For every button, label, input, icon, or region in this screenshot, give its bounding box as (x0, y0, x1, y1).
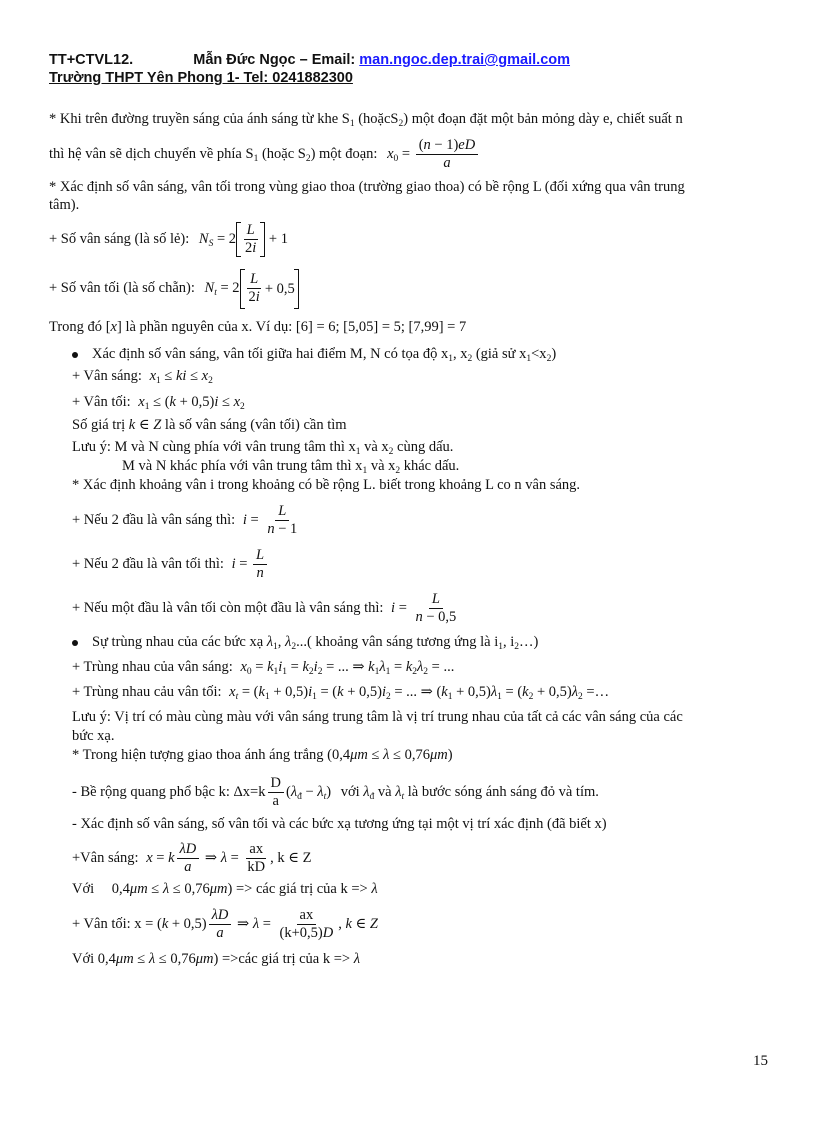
formula-mixed: + Nếu một đầu là vân tối còn một đầu là vân sáng thì: i = $\frac{L}{n - 0,5}$ (72, 591, 457, 626)
note-central-color-cont: bức xạ. (72, 728, 115, 744)
range-bright: Với 0,4μm ≤ λ ≤ 0,76μm) => các giá trị của k => λ (72, 881, 378, 897)
note-central-color: Lưu ý: Vị trí có màu cùng màu với vân sáng trung tâm là vị trí trung nhau của tất cả các vân sáng của các (72, 709, 683, 725)
para-shift-formula: thì hệ vân sẽ dịch chuyển về phía $S_1$ (hoặc $S_2$) một đoạn: $x_0$ = $\frac{(n - 1)eD}{a}$ (49, 134, 480, 174)
note-opposite-side: M và N khác phía với vân trung tâm thì $x_1$ và $x_2$ khác dấu. (122, 458, 460, 476)
range-dark: Với 0,4μm ≤ λ ≤ 0,76μm) =>các giá trị của k => λ (72, 951, 361, 967)
bullet-between-points: Xác định số vân sáng, vân tối giữa hai điểm M, N có tọa độ $x_1$, $x_2$ (giả sử $x_1<x_2$) (72, 345, 556, 363)
bullet-icon (72, 640, 78, 646)
page-number: 15 (753, 1053, 768, 1069)
formula-spectrum-width: - Bề rộng quang phổ bậc k: Δx=k $\frac{D}{a}$ $(\lambda_đ - \lambda_t)$ với $\lambda_đ$ và $\lambda_t$ là bước sóng ánh sáng đỏ và tím. (72, 775, 599, 810)
formula-dark-lambda: + Vân tối: x = (k + 0,5) $\frac{\lambda D}{a}$ ⇒ λ = $\frac{ax}{(k+0,5)D}$ , k ∈ Z (72, 907, 378, 942)
formula-bright-between: + Vân sáng: $x_1$ ≤ ki ≤ $x_2$ (72, 368, 213, 386)
formula-dark-count: + Số vân tối (là số chẵn): $N_t = 2$ $\frac{L}{2i}$ + 0,5 (49, 268, 299, 309)
formula-both-bright: + Nếu 2 đầu là vân sáng thì: i = $\frac{L}{n - 1}$ (72, 503, 298, 538)
bullet-icon (72, 352, 78, 358)
formula-x0: $\frac{(n - 1)eD}{a}$ (416, 137, 479, 172)
header-email-link[interactable]: man.ngoc.dep.trai@gmail.com (359, 52, 571, 68)
header-author: Mẫn Đức Ngọc – Email: (193, 52, 360, 68)
para-count-fringes-cont: tâm). (49, 197, 80, 213)
formula-bright-count: + Số vân sáng (là số lẻ): $N_S = 2$ $\frac{L}{2i}$ + 1 (49, 222, 288, 257)
para-white-light: * Trong hiện tượng giao thoa ánh áng trắng (0,4μm ≤ λ ≤ 0,76μm) (72, 747, 453, 763)
formula-bright-coincide: + Trùng nhau của vân sáng: $x_0 = k_1i_1 = k_2i_2$ = ... ⇒ $k_1\lambda_1 = k_2\lambda_2$ = ... (72, 659, 455, 677)
para-fringe-width: * Xác định khoảng vân i trong khoảng có bề rộng L. biết trong khoảng L co n vân sáng. (72, 477, 581, 493)
bullet-coincidence: Sự trùng nhau của các bức xạ $\lambda_1$, $\lambda_2$...( khoảng vân sáng tương ứng là $i_1$, $i_2\dots$) (72, 633, 538, 651)
para-thin-plate: * Khi trên đường truyền sáng của ánh sáng từ khe $S_1$ (hoặcS$_2$) một đoạn đặt một bản mỏng dày e, chiết suất n (49, 111, 683, 129)
header-course: TT+CTVL12. (49, 52, 134, 68)
formula-both-dark: + Nếu 2 đầu là vân tối thì: i = $\frac{L}{n}$ (72, 544, 269, 584)
para-count-fringes: * Xác định số vân sáng, vân tối trong vùng giao thoa (trường giao thoa) có bề rộng L (đối xứng qua vân trung (49, 179, 685, 195)
note-same-side: Lưu ý: M và N cùng phía với vân trung tâm thì $x_1$ và $x_2$ cùng dấu. (72, 439, 454, 457)
header-line-2: Trường THPT Yên Phong 1- Tel: 0241882300 (49, 70, 353, 86)
formula-dark-between: + Vân tối: $x_1 \le (k + 0,5)i \le x_2$ (72, 394, 245, 412)
para-number-of-k: Số giá trị k ∈ Z là số vân sáng (vân tối) cần tìm (72, 417, 347, 433)
para-determine-count: - Xác định số vân sáng, số vân tối và các bức xạ tương ứng tại một vị trí xác định (đã biết x) (72, 816, 607, 832)
header-line-1 (49, 52, 570, 68)
para-integer-part: Trong đó [x] là phần nguyên của x. Ví dụ: [6] = 6; [5,05] = 5; [7,99] = 7 (49, 319, 467, 335)
formula-bright-lambda: +Vân sáng: x = k $\frac{\lambda D}{a}$ ⇒ λ = $\frac{ax}{kD}$ , k ∈ Z (72, 841, 312, 876)
formula-dark-coincide: + Trùng nhau cảu vân tối: $x_t = (k_1 + 0,5)i_1 = (k + 0,5)i_2$ = ... ⇒ $(k_1 + 0,5)\lambda_1 = (k_2 + 0,5)\lambda_2$ =… (72, 684, 610, 702)
